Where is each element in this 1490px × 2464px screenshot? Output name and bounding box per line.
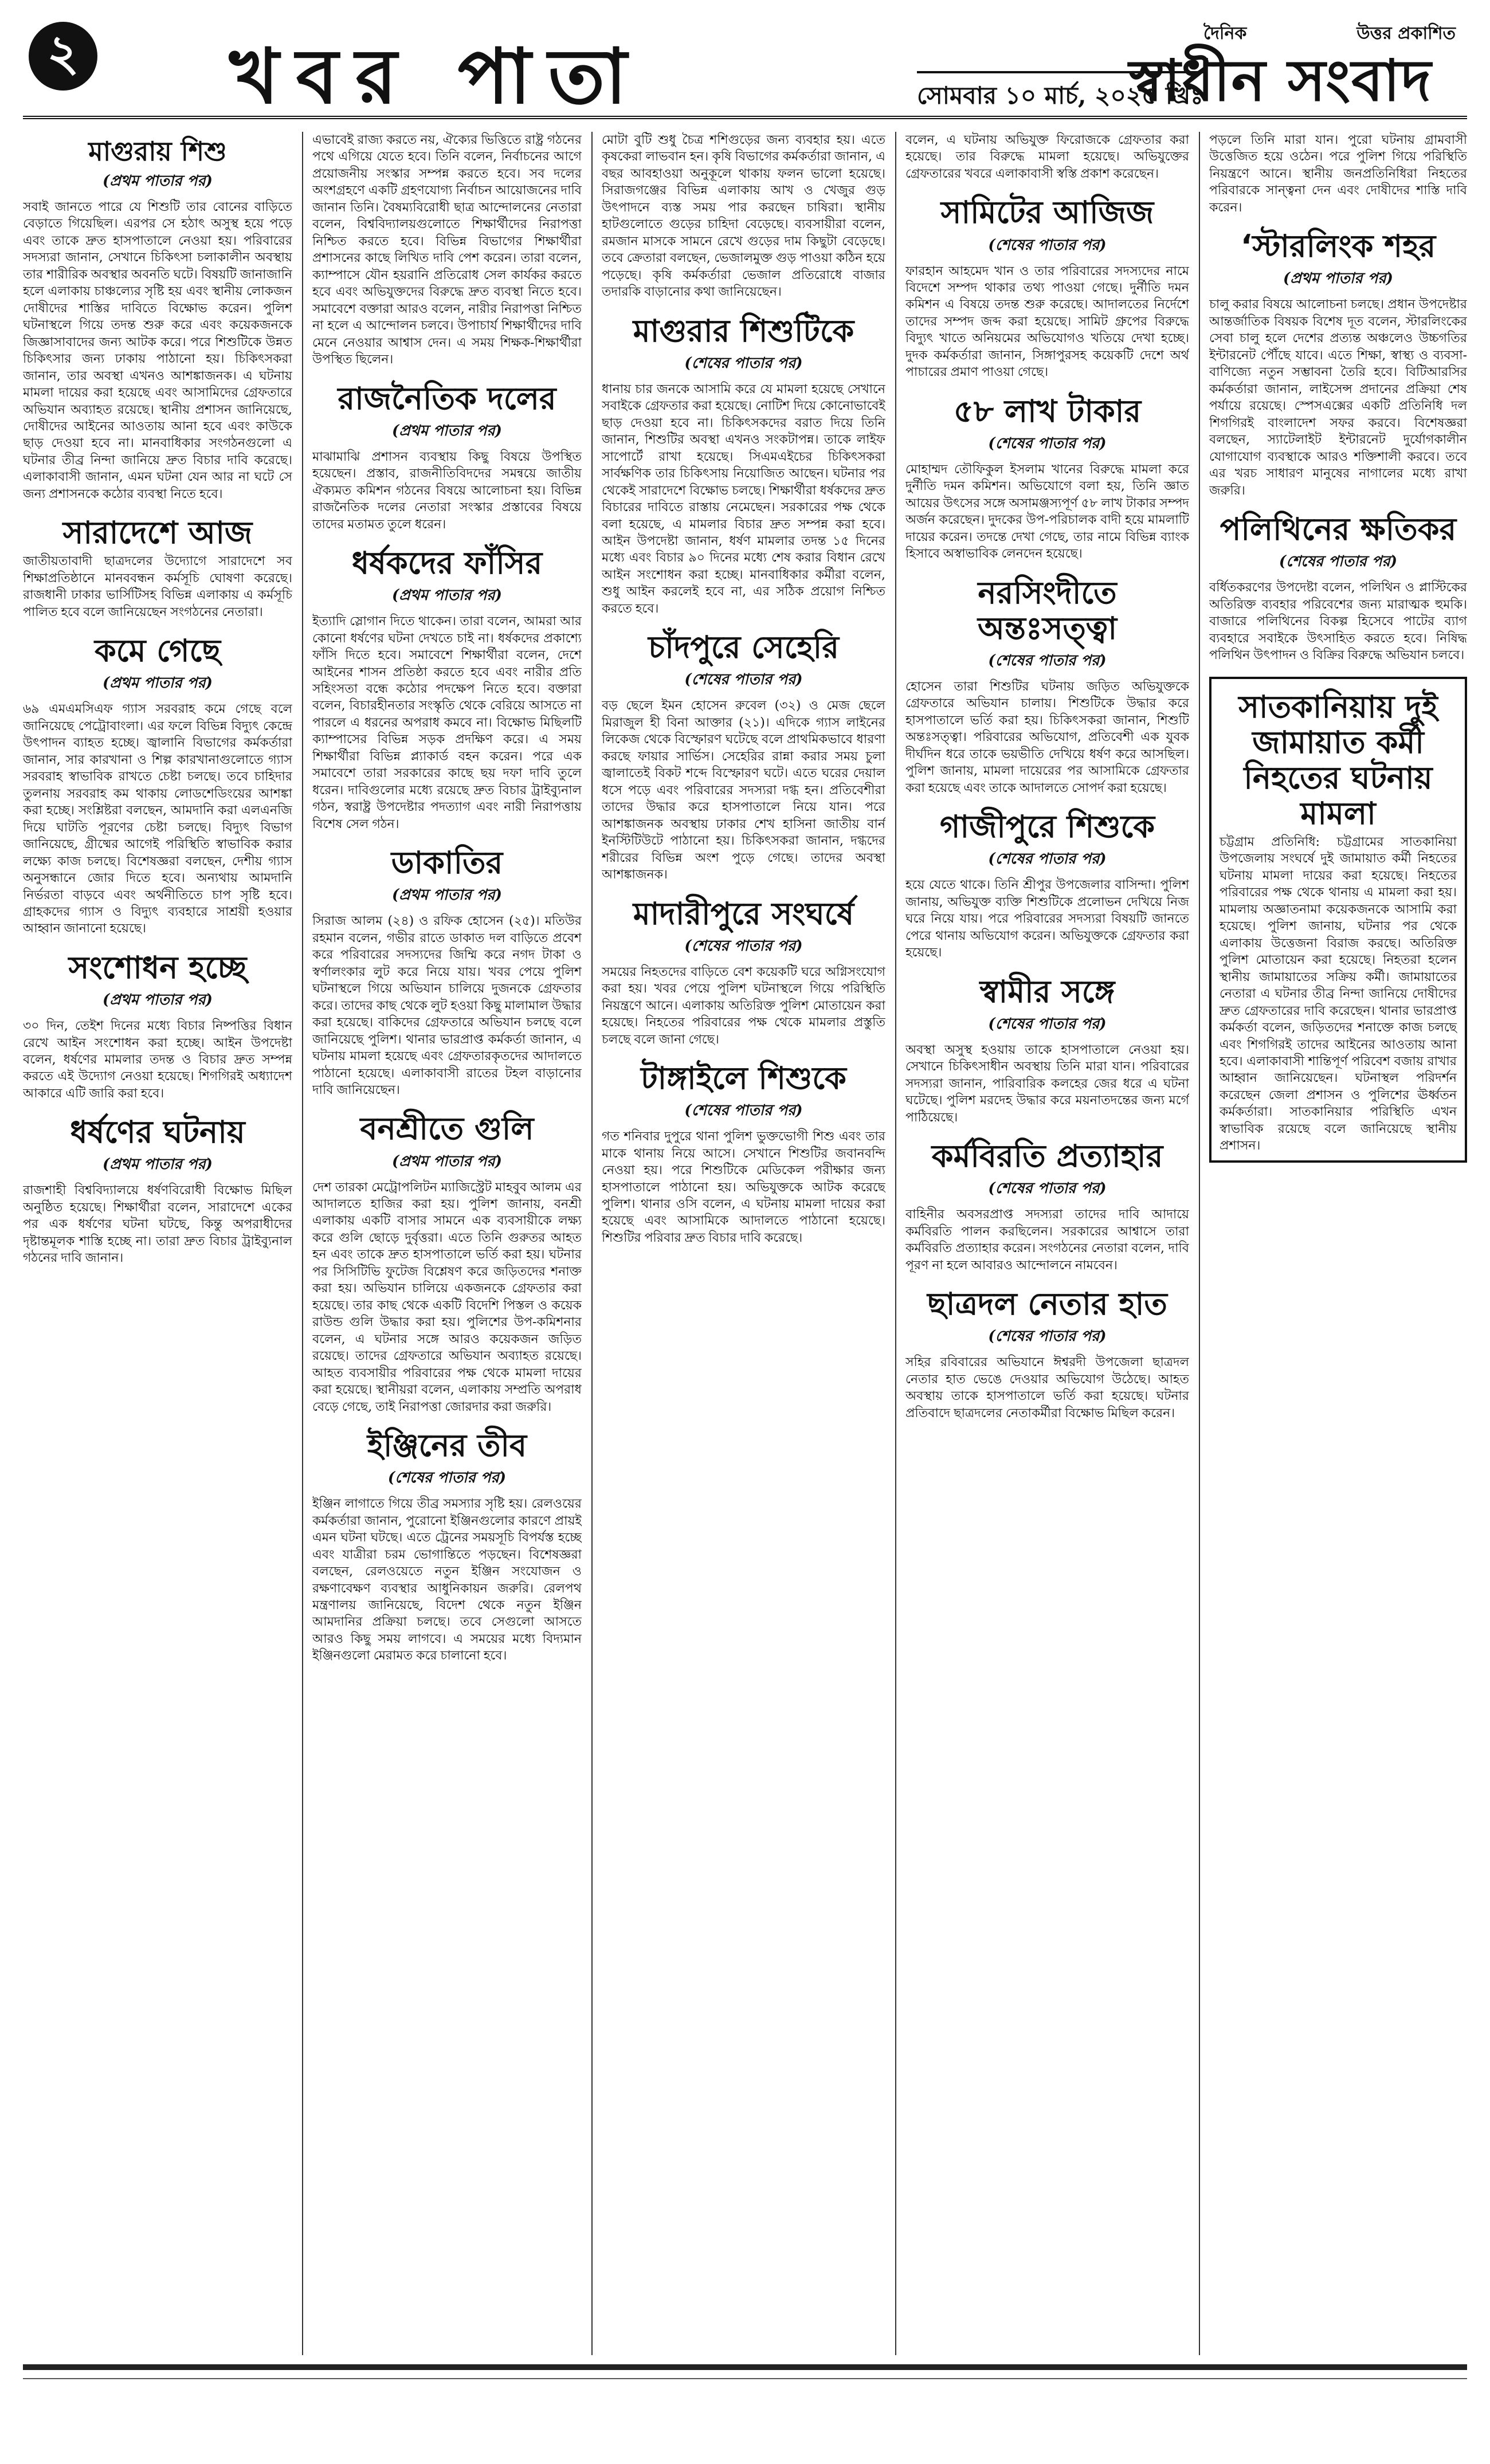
article-headline: বনশ্রীতে গুলি xyxy=(360,1111,534,1147)
footer-bar xyxy=(23,2364,1467,2370)
article-body: ৩০ দিন, তেইশ দিনের মধ্যে বিচার নিষ্পত্তির বিধান রেখে আইন সংশোধন করা হচ্ছে। আইন উপদেষ্টা বলেন, ধর্ষণের মামলার তদন্ত ও বিচার দ্রুত সম্পন্ন করতে এই উদ্যোগ নেওয়া হয়েছে। শিগগিরই অধ্যাদেশ আকারে এটি জারি করা হবে। xyxy=(23,1019,292,1101)
masthead xyxy=(23,14,1467,119)
column-2 xyxy=(312,132,582,2355)
article-body: সহির রবিবারের অভিযানে ঈশ্বরদী উপজেলা ছাত্রদল নেতার হাত ভেঙে দেওয়ার অভিযোগ উঠেছে। আহত অবস্থায় তাকে হাসপাতালে ভর্তি করা হয়েছে। ঘটনার প্রতিবাদে ছাত্রদলের নেতাকর্মীরা বিক্ষোভ মিছিল করেন। xyxy=(905,1355,1189,1421)
article-bonoshreete-guli xyxy=(312,1111,582,1415)
article-body: পড়লে তিনি মারা যান। পুরো ঘটনায় গ্রামবাসী উত্তেজিত হয়ে ওঠেন। পরে পুলিশ গিয়ে পরিস্থিতি নিয়ন্ত্রণে আনে। স্থানীয় জনপ্রতিনিধিরা নিহতের পরিবারকে সান্ত্বনা দেন এবং দোষীদের শাস্তি দাবি করেন। xyxy=(1209,133,1467,215)
article-headline: চাঁদপুরে সেহেরি xyxy=(648,629,839,666)
continuation-note: (শেষের পাতার পর) xyxy=(988,1180,1107,1198)
continuation-note: (প্রথম পাতার পর) xyxy=(1283,270,1393,288)
continuation-note: (শেষের পাতার পর) xyxy=(684,1102,803,1120)
continuation-note: (শেষের পাতার পর) xyxy=(387,1469,507,1487)
article-body: সিরাজ আলম (২৪) ও রফিক হোসেন (২৫)। মতিউর রহমান বলেন, গভীর রাতে ডাকাত দল বাড়িতে প্রবেশ করে পরিবারের সদস্যদের জিম্মি করে নগদ টাকা ও স্বর্ণালংকার লুট করে নিয়ে যায়। খবর পেয়ে পুলিশ ঘটনাস্থলে গিয়ে অভিযান চালিয়ে দুজনকে গ্রেফতার করে। তাদের কাছ থেকে লুট হওয়া কিছু মালামাল উদ্ধার করা হয়েছে। বাকিদের গ্রেফতারে অভিযান চলছে বলে জানিয়েছে পুলিশ। থানার ভারপ্রাপ্ত কর্মকর্তা জানান, এ ঘটনায় মামলা হয়েছে এবং গ্রেফতারকৃতদের আদালতে পাঠানো হয়েছে। এলাকাবাসী রাতের টহল বাড়ানোর দাবি জানিয়েছেন। xyxy=(312,914,582,1097)
article-continuation xyxy=(1209,132,1467,216)
logo-tagline-right: উত্তর প্রকাশিত xyxy=(1356,23,1456,44)
continuation-note: (শেষের পাতার পর) xyxy=(988,434,1107,452)
article-engine-teeb xyxy=(312,1428,582,1665)
column-5 xyxy=(1209,132,1467,2355)
article-gazipure-shishuke xyxy=(905,809,1189,961)
article-body: সময়ের নিহতদের বাড়িতে বেশ কয়েকটি ঘরে অগ্নিসংযোগ করা হয়। খবর পেয়ে পুলিশ ঘটনাস্থলে গিয়ে পরিস্থিতি নিয়ন্ত্রণে আনে। এলাকায় অতিরিক্ত পুলিশ মোতায়েন করা হয়েছে। নিহতের পরিবারের পক্ষ থেকে মামলার প্রস্তুতি চলছে বলে জানা গেছে। xyxy=(602,964,885,1047)
article-headline: ‘স্টারলিংক শহর xyxy=(1240,228,1436,265)
article-polythiner-khotikor xyxy=(1209,512,1467,664)
article-body: বাহিনীর অবসরপ্রাপ্ত সদস্যরা তাদের দাবি আদায়ে কর্মবিরতি পালন করছিলেন। সরকারের আশ্বাসে তারা কর্মবিরতি প্রত্যাহার করেন। সংগঠনের নেতারা বলেন, দাবি পূরণ না হলে আবারও আন্দোলনে নামবেন। xyxy=(905,1207,1189,1273)
article-body: মোহাম্মদ তৌফিকুল ইসলাম খানের বিরুদ্ধে মামলা করে দুর্নীতি দমন কমিশন। অভিযোগে বলা হয়, তিনি জ্ঞাত আয়ের উৎসের সঙ্গে অসামঞ্জস্যপূর্ণ ৫৮ লাখ টাকার সম্পদ অর্জন করেছেন। দুদকের উপ-পরিচালক বাদী হয়ে মামলাটি দায়ের করেন। তদন্তে দেখা গেছে, তার নামে বিভিন্ন ব্যাংক হিসাবে অস্বাভাবিক লেনদেন হয়েছে। xyxy=(905,462,1189,562)
continuation-note: (শেষের পাতার পর) xyxy=(988,236,1107,254)
logo-tagline-left: দৈনিক xyxy=(1203,23,1247,44)
article-dhorshoner-ghotonay xyxy=(23,1115,292,1266)
article-body: ৬৯ এমএমসিএফ গ্যাস সরবরাহ কমে গেছে বলে জানিয়েছে পেট্রোবাংলা। এর ফলে বিভিন্ন বিদ্যুৎ কেন্দ্রে উৎপাদন ব্যাহত হচ্ছে। জ্বালানি বিভাগের কর্মকর্তারা জানান, সার কারখানা ও শিল্প কারখানাগুলোতে গ্যাস সরবরাহ স্বাভাবিক রাখতে চেষ্টা চলছে। তবে চাহিদার তুলনায় সরবরাহ কম থাকায় লোডশেডিংয়ের আশঙ্কা করা হচ্ছে। সংশ্লিষ্টরা বলছেন, আমদানি করা এলএনজি দিয়ে ঘাটতি পূরণের চেষ্টা চলছে। বিদ্যুৎ বিভাগ জানিয়েছে, গ্রীষ্মের আগেই পরিস্থিতি স্বাভাবিক করার লক্ষ্যে কাজ চলছে। বিশেষজ্ঞরা বলছেন, দেশীয় গ্যাস অনুসন্ধানে জোর দিতে হবে। অন্যথায় আমদানি নির্ভরতা বাড়বে এবং অর্থনীতিতে চাপ সৃষ্টি হবে। গ্রাহকদের গ্যাস ও বিদ্যুৎ ব্যবহারে সাশ্রয়ী হওয়ার আহ্বান জানানো হয়েছে। xyxy=(23,702,292,936)
article-headline: কর্মবিরতি প্রত্যাহার xyxy=(931,1138,1163,1175)
continuation-note: (প্রথম পাতার পর) xyxy=(392,422,502,440)
article-headline: ধর্ষকদের ফাঁসির xyxy=(351,545,543,581)
article-headline: সামিটের আজিজ xyxy=(940,194,1154,231)
article-body: চালু করার বিষয়ে আলোচনা চলছে। প্রধান উপদেষ্টার আন্তর্জাতিক বিষয়ক বিশেষ দূত বলেন, স্টারলিংকের সেবা চালু হলে দেশের প্রত্যন্ত অঞ্চলেও উচ্চগতির ইন্টারনেট পৌঁছে যাবে। এতে শিক্ষা, স্বাস্থ্য ও ব্যবসা-বাণিজ্যে নতুন সম্ভাবনা তৈরি হবে। বিটিআরসির কর্মকর্তারা জানান, লাইসেন্স প্রদানের প্রক্রিয়া শেষ পর্যায়ে রয়েছে। স্পেসএক্সের একটি প্রতিনিধি দল শিগগিরই বাংলাদেশ সফর করবে। বিশেষজ্ঞরা বলছেন, স্যাটেলাইট ইন্টারনেট দুর্যোগকালীন যোগাযোগ ব্যবস্থাকে আরও শক্তিশালী করবে। তবে এর খরচ সাধারণ মানুষের নাগালের মধ্যে রাখা জরুরি। xyxy=(1209,297,1467,498)
continuation-note: (প্রথম পাতার পর) xyxy=(392,886,502,904)
article-headline: ডাকাতির xyxy=(391,845,503,881)
article-headline: মাগুরায় শিশু xyxy=(88,136,227,167)
article-body: মোটা বুটি শুধু চৈত্র শশিগুড়ের জন্য ব্যবহার হয়। এতে কৃষকেরা লাভবান হন। কৃষি বিভাগের কর্মকর্তারা জানান, এ বছর আবহাওয়া অনুকূলে থাকায় ফলন ভালো হয়েছে। সিরাজগঞ্জের বিভিন্ন এলাকায় আখ ও খেজুর গুড় উৎপাদনে ব্যস্ত সময় পার করছেন চাষিরা। স্থানীয় হাটগুলোতে গুড়ের চাহিদা বেড়েছে। ব্যবসায়ীরা বলেন, রমজান মাসকে সামনে রেখে গুড়ের দাম কিছুটা বেড়েছে। তবে ক্রেতারা বলছেন, ভেজালমুক্ত গুড় পাওয়া কঠিন হয়ে পড়েছে। কৃষি কর্মকর্তারা ভেজাল প্রতিরোধে বাজার তদারকি বাড়ানোর কথা জানিয়েছেন। xyxy=(602,133,885,300)
footer-divider xyxy=(23,2378,1467,2379)
article-body: গত শনিবার দুপুরে থানা পুলিশ ভুক্তভোগী শিশু এবং তার মাকে থানায় নিয়ে আসে। সেখানে শিশুটির জবানবন্দি নেওয়া হয়। পরে শিশুটিকে মেডিকেল পরীক্ষার জন্য হাসপাতালে পাঠানো হয়। অভিযুক্তকে আটক করেছে পুলিশ। থানার ওসি বলেন, এ ঘটনায় মামলা দায়ের করা হয়েছে এবং আসামিকে আদালতে পাঠানো হয়েছে। শিশুটির পরিবার দ্রুত বিচার দাবি করেছে। xyxy=(602,1129,885,1245)
article-kome-geche xyxy=(23,633,292,937)
article-body: অবস্থা অসুস্থ হওয়ায় তাকে হাসপাতালে নেওয়া হয়। সেখানে চিকিৎসাধীন অবস্থায় তিনি মারা যান। পরিবারের সদস্যরা জানান, পারিবারিক কলহের জের ধরে এ ঘটনা ঘটেছে। পুলিশ মরদেহ উদ্ধার করে ময়নাতদন্তের জন্য মর্গে পাঠিয়েছে। xyxy=(905,1042,1189,1125)
article-body: বড় ছেলে ইমন হোসেন রুবেল (৩২) ও মেজ ছেলে মিরাজুল হী বিনা আক্তার (২১)। এদিকে গ্যাস লাইনের লিকেজ থেকে বিস্ফোরণ ঘটেছে বলে প্রাথমিকভাবে ধারণা করছে ফায়ার সার্ভিস। সেহেরির রান্না করার সময় চুলা জ্বালাতেই বিকট শব্দে বিস্ফোরণ ঘটে। এতে ঘরের দেয়াল ধসে পড়ে এবং পরিবারের সদস্যরা দগ্ধ হন। প্রতিবেশীরা তাদের উদ্ধার করে হাসপাতালে নিয়ে যান। পরে আশঙ্কাজনক অবস্থায় ঢাকার শেখ হাসিনা জাতীয় বার্ন ইনস্টিটিউটে পাঠানো হয়। চিকিৎসকরা জানান, দগ্ধদের শরীরের বিভিন্ন অংশ পুড়ে গেছে। তাদের অবস্থা আশঙ্কাজনক। xyxy=(602,699,885,882)
article-magurar-shishutike xyxy=(602,313,885,618)
column-divider xyxy=(1199,132,1200,2355)
article-songshodhon xyxy=(23,950,292,1102)
column-divider xyxy=(895,132,896,2355)
article-kormobirti xyxy=(905,1139,1189,1274)
article-body: বলেন, এ ঘটনায় অভিযুক্ত ফিরোজকে গ্রেফতার করা হয়েছে। তার বিরুদ্ধে মামলা হয়েছে। অভিযুক্তের গ্রেফতারের খবরে এলাকাবাসী স্বস্তি প্রকাশ করেছেন। xyxy=(905,133,1189,181)
continuation-note: (শেষের পাতার পর) xyxy=(684,354,803,372)
article-saradeshe-aaj xyxy=(23,515,292,621)
continuation-note: (শেষের পাতার পর) xyxy=(988,652,1107,669)
continuation-note: (প্রথম পাতার পর) xyxy=(392,587,502,605)
article-body: রাজশাহী বিশ্ববিদ্যালয়ে ধর্ষণবিরোধী বিক্ষোভ মিছিল অনুষ্ঠিত হয়েছে। শিক্ষার্থীরা বলেন, সারাদেশে একের পর এক ধর্ষণের ঘটনা ঘটছে, কিন্তু অপরাধীদের দৃষ্টান্তমূলক শাস্তি হচ্ছে না। তারা দ্রুত বিচার ট্রাইব্যুনাল গঠনের দাবি জানান। xyxy=(23,1183,292,1266)
article-headline: ধর্ষণের ঘটনায় xyxy=(70,1114,245,1151)
article-narsingdite xyxy=(905,575,1189,797)
article-headline: টাঙ্গাইলে শিশুকে xyxy=(641,1060,846,1097)
article-body: হয়ে যেতে থাকে। তিনি শ্রীপুর উপজেলার বাসিন্দা। পুলিশ জানায়, অভিযুক্ত ব্যক্তি শিশুটিকে প্রলোভন দেখিয়ে নিজ ঘরে নিয়ে যায়। পরে পরিবারের সদস্যরা বিষয়টি জানতে পেরে থানায় অভিযোগ করেন। অভিযুক্তকে গ্রেফতার করা হয়েছে। xyxy=(905,878,1189,960)
article-body: ধানায় চার জনকে আসামি করে যে মামলা হয়েছে সেখানে সবাইকে গ্রেফতার করা হয়েছে। নোটিশ দিয়ে কোনোভাবেই ছাড় দেওয়া হবে না। চিকিৎসকদের বরাত দিয়ে তিনি জানান, শিশুটির অবস্থা এখনও সংকটাপন্ন। তাকে লাইফ সাপোর্টে রাখা হয়েছে। সিএমএইচের চিকিৎসকরা সার্বক্ষণিক তার চিকিৎসায় নিয়োজিত আছেন। ঘটনার পর থেকেই সারাদেশে বিক্ষোভ চলছে। শিক্ষার্থীরা ধর্ষকদের দ্রুত বিচারের দাবিতে রাস্তায় নেমেছেন। সরকারের পক্ষ থেকে বলা হয়েছে, এ মামলার বিচার দ্রুত সম্পন্ন করা হবে। আইন উপদেষ্টা জানান, ধর্ষণ মামলার তদন্ত ১৫ দিনের মধ্যে এবং বিচার ৯০ দিনের মধ্যে শেষ করার বিধান রেখে আইন সংশোধন করা হচ্ছে। মানবাধিকার কর্মীরা বলেন, শুধু আইন করলেই হবে না, এর সঠিক প্রয়োগ নিশ্চিত করতে হবে। xyxy=(602,382,885,616)
article-rajnoitik-doler xyxy=(312,381,582,533)
article-chatrodol-netar-hat xyxy=(905,1286,1189,1422)
article-starlink-shohor xyxy=(1209,229,1467,499)
continuation-note: (প্রথম পাতার পর) xyxy=(103,1156,213,1174)
article-continuation xyxy=(312,132,582,368)
newspaper-logo: স্বাধীন সংবাদ xyxy=(1129,47,1433,114)
article-headline: সংশোধন হচ্ছে xyxy=(68,949,247,986)
continuation-note: (শেষের পাতার পর) xyxy=(988,1328,1107,1345)
column-divider xyxy=(302,132,303,2355)
article-headline: মাদারীপুরে সংঘর্ষে xyxy=(633,895,854,932)
article-body: জাতীয়তাবাদী ছাত্রদলের উদ্যোগে সারাদেশে সব শিক্ষাপ্রতিষ্ঠানে মানববন্ধন কর্মসূচি ঘোষণা করেছে। রাজধানী ঢাকার ভার্সিটিসহ বিভিন্ন এলাকায় এ কর্মসূচি পালিত হবে বলে জানিয়েছেন সংগঠনের নেতারা। xyxy=(23,554,292,619)
article-headline: ইঞ্জিনের তীব xyxy=(367,1427,527,1464)
article-body: ফারহান আহমেদ খান ও তার পরিবারের সদস্যদের নামে বিদেশে সম্পদ থাকার তথ্য পাওয়া গেছে। দুর্নীতি দমন কমিশন এ বিষয়ে তদন্ত শুরু করেছে। আদালতের নির্দেশে তাদের সম্পদ জব্দ করা হয়েছে। সামিট গ্রুপের বিরুদ্ধে বিদ্যুৎ খাতে অনিয়মের অভিযোগও খতিয়ে দেখা হচ্ছে। দুদক কর্মকর্তারা জানান, সিঙ্গাপুরসহ কয়েকটি দেশে অর্থ পাচারের প্রমাণ পাওয়া গেছে। xyxy=(905,264,1189,380)
article-satkaniya-mamla xyxy=(1209,677,1467,1163)
article-headline: স্বামীর সঙ্গে xyxy=(979,973,1115,1010)
continuation-note: (প্রথম পাতার পর) xyxy=(392,1152,502,1170)
article-headline: সাতকানিয়ায় দুই জামায়াত কর্মী নিহতের ঘটনায় মামলা xyxy=(1238,688,1438,831)
article-body: এভাবেই রাজ্য করতে নয়, ঐক্যের ভিত্তিতে রাষ্ট্র গঠনের পথে এগিয়ে যেতে হবে। তিনি বলেন, নির্বাচনের আগে প্রয়োজনীয় সংস্কার সম্পন্ন করতে হবে। সব দলের অংশগ্রহণে একটি গ্রহণযোগ্য নির্বাচন আয়োজনের দাবি জানান তিনি। বৈষম্যবিরোধী ছাত্র আন্দোলনের নেতারা বলেন, বিশ্ববিদ্যালয়গুলোতে শিক্ষার্থীদের নিরাপত্তা নিশ্চিত করতে হবে। বিভিন্ন বিভাগের শিক্ষার্থীরা প্রশাসনের কাছে লিখিত দাবি পেশ করেন। তারা বলেন, ক্যাম্পাসে যৌন হয়রানি প্রতিরোধ সেল কার্যকর করতে হবে এবং অভিযুক্তদের বিরুদ্ধে দ্রুত ব্যবস্থা নিতে হবে। সমাবেশে বক্তারা আরও বলেন, নারীর নিরাপত্তা নিশ্চিত না হলে এ আন্দোলন চলবে। উপাচার্য শিক্ষার্থীদের দাবি মেনে নেওয়ার আশ্বাস দেন। এ সময় শিক্ষক-শিক্ষার্থীরা উপস্থিত ছিলেন। xyxy=(312,133,582,367)
article-body: বর্ধিতকরণের উপদেষ্টা বলেন, পলিথিন ও প্লাস্টিকের অতিরিক্ত ব্যবহার পরিবেশের জন্য মারাত্মক হুমকি। বাজারে পলিথিনের বিকল্প হিসেবে পাটের ব্যাগ ব্যবহারে সবাইকে উৎসাহিত করতে হবে। নিষিদ্ধ পলিথিন উৎপাদন ও বিক্রির বিরুদ্ধে অভিযান চলবে। xyxy=(1209,580,1467,663)
article-headline: ৫৮ লাখ টাকার xyxy=(953,393,1142,429)
article-headline: মাগুরার শিশুটিকে xyxy=(633,312,854,349)
article-chandpure-seheri xyxy=(602,630,885,883)
issue-date: সোমবার ১০ মার্চ, ২০২৫ খ্রিঃ xyxy=(917,71,1203,117)
article-dakatir xyxy=(312,845,582,1098)
continuation-note: (শেষের পাতার পর) xyxy=(988,850,1107,868)
article-headline: কমে গেছে xyxy=(95,633,221,669)
continuation-note: (শেষের পাতার পর) xyxy=(684,937,803,955)
article-headline: ছাত্রদল নেতার হাত xyxy=(927,1286,1167,1322)
article-headline: গাজীপুরে শিশুকে xyxy=(939,809,1155,845)
page-number-badge: ২ xyxy=(29,22,97,91)
article-madaripure-shongorshe xyxy=(602,896,885,1048)
article-shamir-shonge xyxy=(905,974,1189,1126)
article-summit-aziz xyxy=(905,195,1189,380)
article-body: ইঞ্জিন লাগাতে গিয়ে তীব্র সমস্যার সৃষ্টি হয়। রেলওয়ের কর্মকর্তারা জানান, পুরোনো ইঞ্জিনগুলোর কারণে প্রায়ই এমন ঘটনা ঘটছে। এতে ট্রেনের সময়সূচি বিপর্যস্ত হচ্ছে এবং যাত্রীরা চরম ভোগান্তিতে পড়ছেন। বিশেষজ্ঞরা বলছেন, রেলওয়েতে নতুন ইঞ্জিন সংযোজন ও রক্ষণাবেক্ষণ ব্যবস্থার আধুনিকায়ন জরুরি। রেলপথ মন্ত্রণালয় জানিয়েছে, বিদেশ থেকে নতুন ইঞ্জিন আমদানির প্রক্রিয়া চলছে। তবে সেগুলো আসতে আরও কিছু সময় লাগবে। এ সময়ের মধ্যে বিদ্যমান ইঞ্জিনগুলো মেরামত করে চালানো হবে। xyxy=(312,1497,582,1663)
article-body: ইত্যাদি স্লোগান দিতে থাকেন। তারা বলেন, আমরা আর কোনো ধর্ষণের ঘটনা দেখতে চাই না। ধর্ষকদের প্রকাশ্যে ফাঁসি দিতে হবে। সমাবেশে শিক্ষার্থীরা বলেন, দেশে আইনের শাসন প্রতিষ্ঠা করতে হবে এবং নারীর প্রতি সহিংসতা বন্ধে কঠোর পদক্ষেপ নিতে হবে। বক্তারা বলেন, বিচারহীনতার সংস্কৃতি থেকে বেরিয়ে আসতে না পারলে এ ধরনের অপরাধ কমবে না। বিক্ষোভ মিছিলটি ক্যাম্পাসের বিভিন্ন সড়ক প্রদক্ষিণ করে। এ সময় শিক্ষার্থীরা বিভিন্ন প্ল্যাকার্ড বহন করেন। পরে এক সমাবেশে তারা সরকারের কাছে ছয় দফা দাবি তুলে ধরেন। দাবিগুলোর মধ্যে রয়েছে দ্রুত বিচার ট্রাইব্যুনাল গঠন, স্বরাষ্ট্র উপদেষ্টার পদত্যাগ এবং নারী নিরাপত্তায় বিশেষ সেল গঠন। xyxy=(312,614,582,831)
article-headline: নরসিংদীতে অন্তঃসত্ত্বা xyxy=(977,574,1118,646)
article-magura-shishu xyxy=(23,136,292,503)
section-title: খবর পাতা xyxy=(229,33,644,121)
continuation-note: (প্রথম পাতার পর) xyxy=(103,991,213,1009)
continuation-note: (প্রথম পাতার পর) xyxy=(103,674,213,692)
column-4 xyxy=(905,132,1189,2355)
article-dhorshokder-fashir xyxy=(312,546,582,833)
continuation-note: (শেষের পাতার পর) xyxy=(988,1015,1107,1033)
column-1 xyxy=(23,132,292,2355)
article-body: সবাই জানতে পারে যে শিশুটি তার বোনের বাড়িতে বেড়াতে গিয়েছিল। এরপর সে হঠাৎ অসুস্থ হয়ে পড়ে এবং তাকে দ্রুত হাসপাতালে নেওয়া হয়। পরিবারের সদস্যরা জানান, সেখানে চিকিৎসা চলাকালীন অবস্থায় তার শারীরিক অবস্থার অবনতি ঘটে। বিষয়টি জানাজানি হলে এলাকায় চাঞ্চল্যের সৃষ্টি হয় এবং স্থানীয় লোকজন দোষীদের শাস্তির দাবিতে বিক্ষোভ করেন। পুলিশ ঘটনাস্থলে গিয়ে তদন্ত শুরু করে এবং কয়েকজনকে জিজ্ঞাসাবাদের জন্য আটক করে। পরে শিশুটিকে উন্নত চিকিৎসার জন্য ঢাকায় পাঠানো হয়। চিকিৎসকরা জানান, তার অবস্থা এখনও আশঙ্কাজনক। এ ঘটনায় মামলা দায়ের করা হয়েছে এবং আসামিদের গ্রেফতারে অভিযান অব্যাহত রয়েছে। স্থানীয় প্রশাসন জানিয়েছে, দোষীদের আইনের আওতায় আনা হবে এবং কাউকে ছাড় দেওয়া হবে না। মানবাধিকার সংগঠনগুলো এ ঘটনার তীব্র নিন্দা জানিয়ে দ্রুত বিচার দাবি করেছে। এলাকাবাসী জানান, এমন ঘটনা যেন আর না ঘটে সে জন্য প্রশাসনকে কঠোর ব্যবস্থা নিতে হবে। xyxy=(23,199,292,501)
article-body: দেশ তারকা মেট্রোপলিটন ম্যাজিস্ট্রেট মাহবুব আলম এর আদালতে হাজির করা হয়। পুলিশ জানায়, বনশ্রী এলাকায় একটি বাসার সামনে এক ব্যবসায়ীকে লক্ষ্য করে গুলি ছোড়ে দুর্বৃত্তরা। এতে তিনি গুরুতর আহত হন এবং তাকে দ্রুত হাসপাতালে ভর্তি করা হয়। ঘটনার পর সিসিটিভি ফুটেজ বিশ্লেষণ করে জড়িতদের শনাক্ত করা হয়। অভিযান চালিয়ে একজনকে গ্রেফতার করা হয়েছে। তার কাছ থেকে একটি বিদেশি পিস্তল ও কয়েক রাউন্ড গুলি উদ্ধার করা হয়। পুলিশের উপ-কমিশনার বলেন, এ ঘটনার সঙ্গে আরও কয়েকজন জড়িত রয়েছে। তাদের গ্রেফতারে অভিযান অব্যাহত রয়েছে। আহত ব্যবসায়ীর পরিবারের পক্ষ থেকে মামলা দায়ের করা হয়েছে। স্থানীয়রা বলেন, এলাকায় সম্প্রতি অপরাধ বেড়ে গেছে, তাই নিরাপত্তা জোরদার করা জরুরি। xyxy=(312,1180,582,1414)
article-continuation xyxy=(602,132,885,301)
column-divider xyxy=(591,132,593,2355)
article-body: চট্টগ্রাম প্রতিনিধি: চট্টগ্রামের সাতকানিয়া উপজেলায় সংঘর্ষে দুই জামায়াত কর্মী নিহতের ঘটনায় মামলা দায়ের করা হয়েছে। নিহতের পরিবারের পক্ষ থেকে থানায় এ মামলা করা হয়। মামলায় অজ্ঞাতনামা কয়েকজনকে আসামি করা হয়েছে। পুলিশ জানায়, ঘটনার পর থেকে এলাকায় উত্তেজনা বিরাজ করছে। অতিরিক্ত পুলিশ মোতায়েন করা হয়েছে। নিহতরা হলেন স্থানীয় জামায়াতের সক্রিয় কর্মী। জামায়াতের নেতারা এ ঘটনার তীব্র নিন্দা জানিয়ে দোষীদের দ্রুত গ্রেফতারের দাবি করেছেন। থানার ভারপ্রাপ্ত কর্মকর্তা বলেন, জড়িতদের শনাক্তে কাজ চলছে এবং শিগগিরই তাদের আইনের আওতায় আনা হবে। এলাকাবাসী শান্তিপূর্ণ পরিবেশ বজায় রাখার আহ্বান জানিয়েছেন। ঘটনাস্থল পরিদর্শন করেছেন জেলা প্রশাসন ও পুলিশের ঊর্ধ্বতন কর্মকর্তারা। সাতকানিয়ার পরিস্থিতি এখন স্বাভাবিক রয়েছে বলে জানিয়েছে স্থানীয় প্রশাসন। xyxy=(1220,834,1457,1153)
article-body: হোসেন তারা শিশুটির ঘটনায় জড়িত অভিযুক্তকে গ্রেফতারে অভিযান চালায়। শিশুটিকে উদ্ধার করে হাসপাতালে ভর্তি করা হয়। চিকিৎসকরা জানান, শিশুটি অন্তঃসত্ত্বা। পরিবারের অভিযোগ, প্রতিবেশী এক যুবক দীর্ঘদিন ধরে তাকে ভয়ভীতি দেখিয়ে ধর্ষণ করে আসছিল। পুলিশ জানায়, মামলা দায়েরের পর আসামিকে গ্রেফতার করা হয়েছে এবং তাকে আদালতে সোপর্দ করা হয়েছে। xyxy=(905,679,1189,795)
article-body: মাঝামাঝি প্রশাসন ব্যবস্থায় কিছু বিষয়ে উপস্থিত হয়েছেন। প্রস্তাব, রাজনীতিবিদদের সমন্বয়ে জাতীয় ঐক্যমত কমিশন গঠনের বিষয়ে আলোচনা হয়। বিভিন্ন রাজনৈতিক দলের নেতারা সংস্কার প্রস্তাবের বিষয়ে তাদের মতামত তুলে ধরেন। xyxy=(312,449,582,532)
article-tangaile-shishuke xyxy=(602,1061,885,1246)
article-continuation xyxy=(905,132,1189,182)
continuation-note: (শেষের পাতার পর) xyxy=(1279,553,1398,571)
continuation-note: (শেষের পাতার পর) xyxy=(684,671,803,689)
article-headline: পলিথিনের ক্ষতিকর xyxy=(1220,511,1457,548)
column-3 xyxy=(602,132,885,2355)
article-headline: রাজনৈতিক দলের xyxy=(338,380,556,417)
article-58-lakh-takar xyxy=(905,394,1189,563)
article-headline: সারাদেশে আজ xyxy=(62,515,253,551)
continuation-note: (প্রথম পাতার পর) xyxy=(103,172,213,190)
